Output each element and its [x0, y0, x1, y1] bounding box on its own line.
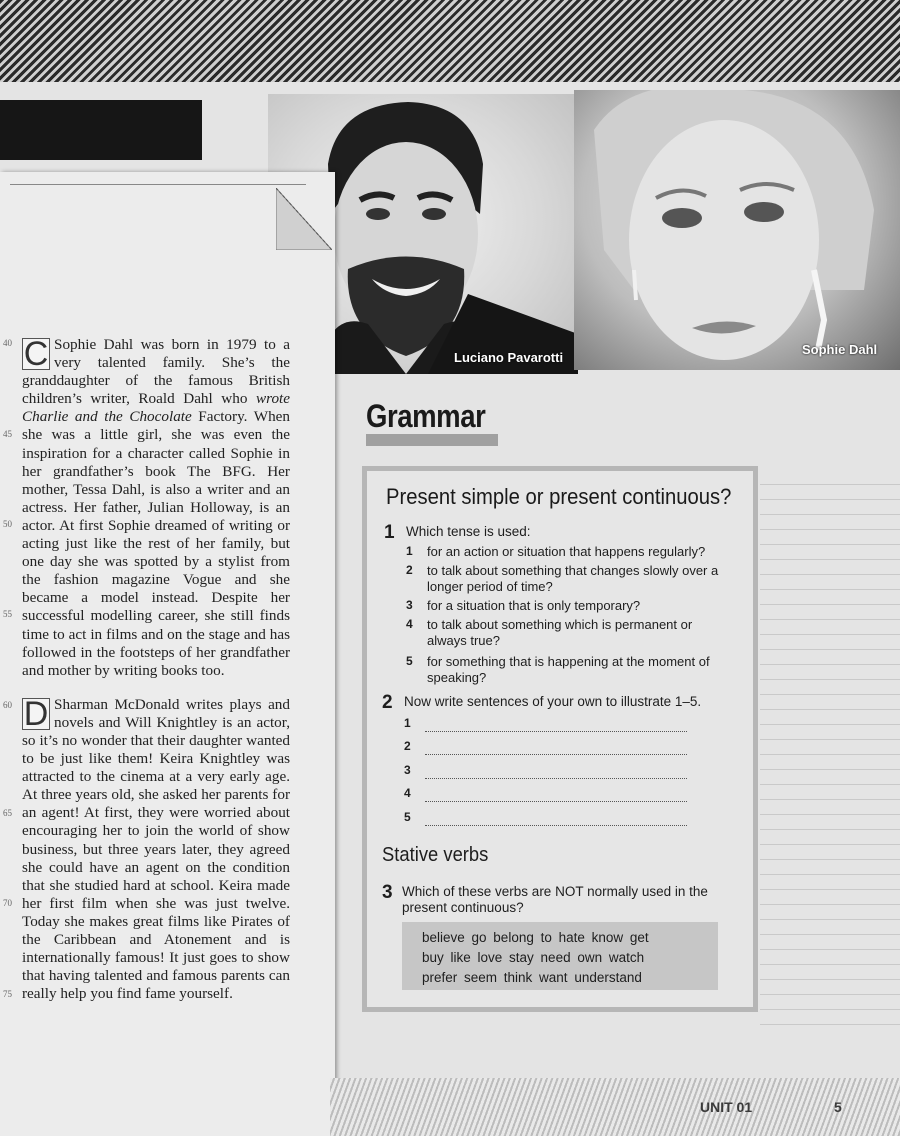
question-number: 3: [382, 882, 393, 903]
section-title-grammar: Grammar: [366, 398, 486, 434]
article-line: Sophie dreamed of writing or acting: [22, 516, 291, 553]
question-number: 2: [382, 692, 393, 713]
verb-list-line: prefer seem think want understand: [422, 970, 642, 985]
article-line: years old, she asked her parents for an: [22, 786, 291, 822]
article-line: cinema at a very early age. At three: [22, 768, 290, 804]
line-number: 70: [3, 898, 12, 908]
item-number: 5: [406, 654, 413, 668]
dropcap-d: D: [23, 694, 49, 733]
article-line: became a model instead. Despite her: [22, 589, 290, 607]
verb-list-line: buy like love stay need own watch: [422, 950, 645, 965]
unit-label: UNIT 01: [700, 1099, 753, 1115]
black-header-block: [0, 100, 202, 160]
footer-stripes: [330, 1078, 900, 1136]
article-line: children’s writer, Roald Dahl who: [22, 390, 248, 408]
portrait-woman-illustration: [574, 90, 900, 370]
paragraph-d: [22, 696, 290, 1004]
article-line: a writer and an actress. Her father,: [22, 480, 290, 516]
article-line: Sharman McDonald writes plays: [54, 695, 262, 713]
answer-line[interactable]: [425, 730, 687, 732]
answer-line[interactable]: [425, 800, 687, 802]
item-text: for a situation that is only temporary?: [427, 598, 641, 613]
verb-list-line: believe go belong to hate know get: [422, 930, 649, 945]
line-number: 40: [3, 338, 12, 348]
article-line: school. Keira made her first film when: [22, 876, 291, 912]
article-line: talented and famous parents can really: [22, 967, 291, 1003]
article-line: Julian Holloway, is an actor. At first: [22, 498, 290, 534]
article-line: daughter wanted to be just like them!: [22, 731, 291, 768]
article-line: day she was spotted by a stylist from: [50, 553, 290, 571]
question-text: Now write sentences of your own to illustrate 1–5.: [404, 694, 702, 709]
item-text: to talk about something which is permanent or always true?: [427, 617, 693, 648]
item-text: for an action or situation that happens regularly?: [427, 544, 706, 559]
article-line: granddaughter of the famous British: [22, 372, 290, 390]
item-number: 4: [406, 617, 413, 631]
article-line: wrote Charlie and the Chocolate: [22, 390, 291, 426]
answer-line[interactable]: [425, 753, 687, 755]
answer-line-number: 5: [404, 810, 411, 824]
dropcap-c: C: [23, 335, 49, 373]
article-line: and novels and Will Knightley is an: [54, 695, 290, 731]
article-line: Keira Knightley was attracted to the: [22, 750, 291, 786]
article-line: writing books too.: [113, 661, 225, 679]
article-line: encouraging her to join the world of: [22, 822, 253, 840]
caption-luciano-pavarotti: Luciano Pavarotti: [454, 350, 564, 365]
article-line: Factory. When she was a little girl, she: [22, 408, 290, 444]
item-number: 3: [406, 598, 413, 612]
article-line: famous! It just goes to show that having: [22, 949, 290, 985]
line-number: 45: [3, 429, 12, 439]
article-line: agent! At first, they were worried about: [41, 804, 291, 822]
title-underline-bar: [366, 434, 498, 446]
article-line: the fashion magazine Vogue and she: [22, 571, 290, 589]
article-line: was even the inspiration for a character: [22, 426, 291, 462]
photo-sophie-dahl: [574, 90, 900, 370]
article-line: successful modelling career, she still: [22, 607, 254, 625]
question-number: 1: [384, 522, 395, 543]
verb-list-box: [402, 922, 718, 990]
article-line: called Sophie in her grandfather’s book: [22, 444, 290, 480]
answer-line-number: 4: [404, 786, 411, 800]
show-through-lines: [760, 470, 900, 1030]
line-number: 75: [3, 989, 12, 999]
page-number: 5: [834, 1099, 842, 1115]
answer-line-number: 2: [404, 739, 411, 753]
box-heading: Present simple or present continuous?: [386, 484, 732, 509]
caption-sophie-dahl: Sophie Dahl: [802, 342, 878, 357]
question-text: Which tense is used:: [406, 524, 531, 539]
answer-line-number: 3: [404, 763, 411, 777]
paragraph-c: [22, 336, 290, 680]
item-text: to talk about something that changes slowly over a longer period of time?: [427, 563, 719, 594]
article-line: of her grandfather and mother by: [22, 643, 290, 679]
item-number: 2: [406, 563, 413, 577]
article-line: very talented family. She’s the: [54, 354, 290, 372]
answer-line-number: 1: [404, 716, 411, 730]
article-line: they agreed she could have an agent on: [22, 840, 290, 876]
item-number: 1: [406, 544, 413, 558]
article-line: just like the rest of her family, but one: [22, 535, 291, 571]
line-number: 50: [3, 519, 12, 529]
article-line: The BFG. Her mother, Tessa Dahl, is also: [22, 462, 290, 498]
page-fold-corner-icon: [276, 188, 332, 250]
line-number: 55: [3, 609, 12, 619]
subheading-stative-verbs: Stative verbs: [382, 844, 489, 866]
answer-line[interactable]: [425, 824, 687, 826]
line-number: 60: [3, 700, 12, 710]
article-line: actor, so it’s no wonder that their: [22, 713, 291, 749]
article-line: great films like Pirates of the Caribbean: [22, 912, 290, 948]
item-text: for something that is happening at the moment of speaking?: [427, 654, 710, 685]
article-line: stage and has followed in the footsteps: [22, 625, 291, 661]
article-line: help you find fame yourself.: [60, 985, 233, 1003]
top-background-stripes: [0, 0, 900, 92]
question-text: Which of these verbs are NOT normally used in the present continuous?: [402, 884, 708, 915]
answer-line[interactable]: [425, 777, 687, 779]
article-line: finds time to act in films and on the: [22, 607, 290, 643]
article-line: the condition that she studied hard at: [22, 858, 290, 894]
article-line: show business, but three years later,: [22, 822, 290, 858]
article-line: she was just twelve. Today she makes: [22, 894, 290, 930]
article-line: and Atonement and is internationally: [22, 931, 290, 967]
line-number: 65: [3, 808, 12, 818]
article-line: Sophie Dahl was born in 1979 to a: [54, 336, 290, 353]
article-text: [22, 336, 290, 1019]
